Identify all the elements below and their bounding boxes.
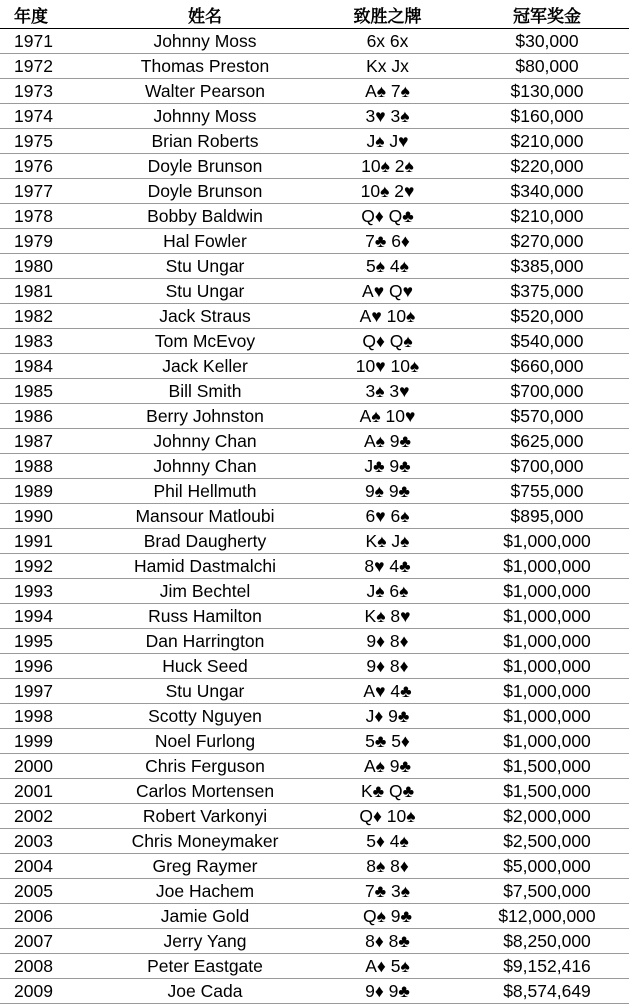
cell-prize: $7,500,000 bbox=[465, 879, 629, 904]
cell-winning-hand: 8♦ 8♣ bbox=[310, 929, 465, 954]
cell-year: 1989 bbox=[0, 479, 100, 504]
cell-prize: $1,500,000 bbox=[465, 754, 629, 779]
cell-prize: $270,000 bbox=[465, 229, 629, 254]
cell-year: 1991 bbox=[0, 529, 100, 554]
cell-year: 1990 bbox=[0, 504, 100, 529]
cell-year: 1994 bbox=[0, 604, 100, 629]
cell-winning-hand: 8♠ 8♦ bbox=[310, 854, 465, 879]
cell-name: Brad Daugherty bbox=[100, 529, 310, 554]
table-row bbox=[0, 829, 629, 854]
cell-year: 1979 bbox=[0, 229, 100, 254]
cell-name: Chris Moneymaker bbox=[100, 829, 310, 854]
cell-name: Peter Eastgate bbox=[100, 954, 310, 979]
cell-winning-hand: K♠ 8♥ bbox=[310, 604, 465, 629]
cell-winning-hand: 10♠ 2♠ bbox=[310, 154, 465, 179]
cell-year: 2002 bbox=[0, 804, 100, 829]
cell-name: Joe Cada bbox=[100, 979, 310, 1004]
cell-winning-hand: J♠ J♥ bbox=[310, 129, 465, 154]
cell-name: Russ Hamilton bbox=[100, 604, 310, 629]
cell-winning-hand: J♦ 9♣ bbox=[310, 704, 465, 729]
table-row bbox=[0, 104, 629, 129]
cell-name: Robert Varkonyi bbox=[100, 804, 310, 829]
cell-name: Tom McEvoy bbox=[100, 329, 310, 354]
cell-year: 2006 bbox=[0, 904, 100, 929]
table-row bbox=[0, 204, 629, 229]
cell-year: 1984 bbox=[0, 354, 100, 379]
header-year: 年度 bbox=[0, 0, 100, 29]
cell-winning-hand: 9♦ 8♦ bbox=[310, 629, 465, 654]
cell-name: Doyle Brunson bbox=[100, 179, 310, 204]
table-row bbox=[0, 729, 629, 754]
cell-winning-hand: 5♠ 4♠ bbox=[310, 254, 465, 279]
cell-prize: $30,000 bbox=[465, 29, 629, 54]
table-row bbox=[0, 54, 629, 79]
cell-winning-hand: 6♥ 6♠ bbox=[310, 504, 465, 529]
cell-prize: $12,000,000 bbox=[465, 904, 629, 929]
cell-year: 1992 bbox=[0, 554, 100, 579]
cell-prize: $700,000 bbox=[465, 379, 629, 404]
cell-prize: $8,574,649 bbox=[465, 979, 629, 1004]
cell-name: Berry Johnston bbox=[100, 404, 310, 429]
cell-year: 1981 bbox=[0, 279, 100, 304]
cell-prize: $1,000,000 bbox=[465, 579, 629, 604]
table-row bbox=[0, 779, 629, 804]
cell-year: 1974 bbox=[0, 104, 100, 129]
cell-name: Doyle Brunson bbox=[100, 154, 310, 179]
cell-name: Brian Roberts bbox=[100, 129, 310, 154]
cell-prize: $210,000 bbox=[465, 129, 629, 154]
table-row bbox=[0, 554, 629, 579]
cell-name: Johnny Moss bbox=[100, 29, 310, 54]
table-row bbox=[0, 879, 629, 904]
cell-name: Noel Furlong bbox=[100, 729, 310, 754]
cell-prize: $9,152,416 bbox=[465, 954, 629, 979]
cell-name: Dan Harrington bbox=[100, 629, 310, 654]
cell-prize: $660,000 bbox=[465, 354, 629, 379]
cell-winning-hand: A♥ 10♠ bbox=[310, 304, 465, 329]
cell-prize: $895,000 bbox=[465, 504, 629, 529]
cell-year: 1987 bbox=[0, 429, 100, 454]
cell-winning-hand: 6x 6x bbox=[310, 29, 465, 54]
table-row bbox=[0, 604, 629, 629]
cell-winning-hand: A♠ 9♣ bbox=[310, 429, 465, 454]
cell-name: Greg Raymer bbox=[100, 854, 310, 879]
table-row bbox=[0, 754, 629, 779]
table-row bbox=[0, 579, 629, 604]
cell-year: 1995 bbox=[0, 629, 100, 654]
table-row bbox=[0, 304, 629, 329]
cell-winning-hand: 9♦ 8♦ bbox=[310, 654, 465, 679]
cell-name: Stu Ungar bbox=[100, 679, 310, 704]
cell-year: 1971 bbox=[0, 29, 100, 54]
table-row bbox=[0, 179, 629, 204]
cell-prize: $8,250,000 bbox=[465, 929, 629, 954]
cell-name: Hal Fowler bbox=[100, 229, 310, 254]
cell-winning-hand: Q♦ Q♠ bbox=[310, 329, 465, 354]
cell-prize: $2,500,000 bbox=[465, 829, 629, 854]
cell-year: 2000 bbox=[0, 754, 100, 779]
cell-year: 2001 bbox=[0, 779, 100, 804]
cell-winning-hand: J♠ 6♠ bbox=[310, 579, 465, 604]
cell-winning-hand: Q♦ Q♣ bbox=[310, 204, 465, 229]
cell-prize: $520,000 bbox=[465, 304, 629, 329]
table-row bbox=[0, 504, 629, 529]
cell-year: 2003 bbox=[0, 829, 100, 854]
table-row bbox=[0, 329, 629, 354]
cell-name: Mansour Matloubi bbox=[100, 504, 310, 529]
cell-name: Thomas Preston bbox=[100, 54, 310, 79]
cell-name: Jerry Yang bbox=[100, 929, 310, 954]
cell-prize: $1,000,000 bbox=[465, 629, 629, 654]
cell-year: 1975 bbox=[0, 129, 100, 154]
table-row bbox=[0, 979, 629, 1004]
table-row bbox=[0, 379, 629, 404]
cell-prize: $1,000,000 bbox=[465, 604, 629, 629]
header-prize: 冠军奖金 bbox=[465, 0, 629, 29]
cell-name: Johnny Chan bbox=[100, 454, 310, 479]
table-row bbox=[0, 254, 629, 279]
table-row bbox=[0, 404, 629, 429]
cell-year: 1980 bbox=[0, 254, 100, 279]
cell-name: Stu Ungar bbox=[100, 254, 310, 279]
cell-year: 1985 bbox=[0, 379, 100, 404]
cell-prize: $385,000 bbox=[465, 254, 629, 279]
cell-prize: $1,000,000 bbox=[465, 679, 629, 704]
cell-year: 1973 bbox=[0, 79, 100, 104]
cell-name: Jamie Gold bbox=[100, 904, 310, 929]
header-winning-hand: 致胜之牌 bbox=[310, 0, 465, 29]
cell-prize: $700,000 bbox=[465, 454, 629, 479]
cell-name: Jack Straus bbox=[100, 304, 310, 329]
cell-winning-hand: 9♦ 9♣ bbox=[310, 979, 465, 1004]
cell-winning-hand: 5♣ 5♦ bbox=[310, 729, 465, 754]
cell-prize: $1,000,000 bbox=[465, 654, 629, 679]
table-row bbox=[0, 79, 629, 104]
cell-name: Hamid Dastmalchi bbox=[100, 554, 310, 579]
table-row bbox=[0, 429, 629, 454]
cell-name: Jim Bechtel bbox=[100, 579, 310, 604]
table-row bbox=[0, 629, 629, 654]
cell-winning-hand: Q♠ 9♣ bbox=[310, 904, 465, 929]
cell-winning-hand: A♠ 10♥ bbox=[310, 404, 465, 429]
table-row bbox=[0, 654, 629, 679]
cell-prize: $80,000 bbox=[465, 54, 629, 79]
cell-winning-hand: A♠ 9♣ bbox=[310, 754, 465, 779]
cell-prize: $1,500,000 bbox=[465, 779, 629, 804]
cell-year: 1986 bbox=[0, 404, 100, 429]
cell-winning-hand: 7♣ 3♠ bbox=[310, 879, 465, 904]
cell-name: Carlos Mortensen bbox=[100, 779, 310, 804]
cell-winning-hand: Q♦ 10♠ bbox=[310, 804, 465, 829]
cell-year: 1997 bbox=[0, 679, 100, 704]
header-name: 姓名 bbox=[100, 0, 310, 29]
cell-prize: $375,000 bbox=[465, 279, 629, 304]
cell-winning-hand: 3♥ 3♠ bbox=[310, 104, 465, 129]
cell-name: Huck Seed bbox=[100, 654, 310, 679]
cell-year: 1977 bbox=[0, 179, 100, 204]
table-body bbox=[0, 29, 629, 1004]
cell-name: Stu Ungar bbox=[100, 279, 310, 304]
cell-prize: $5,000,000 bbox=[465, 854, 629, 879]
cell-prize: $625,000 bbox=[465, 429, 629, 454]
cell-prize: $1,000,000 bbox=[465, 729, 629, 754]
cell-year: 1978 bbox=[0, 204, 100, 229]
cell-winning-hand: K♣ Q♣ bbox=[310, 779, 465, 804]
cell-name: Johnny Chan bbox=[100, 429, 310, 454]
cell-winning-hand: A♥ Q♥ bbox=[310, 279, 465, 304]
cell-winning-hand: A♥ 4♣ bbox=[310, 679, 465, 704]
cell-year: 2005 bbox=[0, 879, 100, 904]
cell-name: Walter Pearson bbox=[100, 79, 310, 104]
cell-prize: $130,000 bbox=[465, 79, 629, 104]
cell-winning-hand: 3♠ 3♥ bbox=[310, 379, 465, 404]
cell-prize: $1,000,000 bbox=[465, 529, 629, 554]
cell-prize: $220,000 bbox=[465, 154, 629, 179]
cell-prize: $755,000 bbox=[465, 479, 629, 504]
cell-prize: $1,000,000 bbox=[465, 554, 629, 579]
table-header bbox=[0, 0, 629, 29]
cell-name: Joe Hachem bbox=[100, 879, 310, 904]
cell-winning-hand: 10♥ 10♠ bbox=[310, 354, 465, 379]
cell-name: Chris Ferguson bbox=[100, 754, 310, 779]
table-row bbox=[0, 904, 629, 929]
table-row bbox=[0, 129, 629, 154]
cell-name: Phil Hellmuth bbox=[100, 479, 310, 504]
cell-winning-hand: 7♣ 6♦ bbox=[310, 229, 465, 254]
cell-winning-hand: 10♠ 2♥ bbox=[310, 179, 465, 204]
cell-year: 1999 bbox=[0, 729, 100, 754]
cell-prize: $210,000 bbox=[465, 204, 629, 229]
table-row bbox=[0, 854, 629, 879]
cell-year: 1976 bbox=[0, 154, 100, 179]
cell-year: 1982 bbox=[0, 304, 100, 329]
cell-name: Johnny Moss bbox=[100, 104, 310, 129]
cell-name: Bill Smith bbox=[100, 379, 310, 404]
cell-winning-hand: K♠ J♠ bbox=[310, 529, 465, 554]
cell-winning-hand: 9♠ 9♣ bbox=[310, 479, 465, 504]
table-row bbox=[0, 454, 629, 479]
cell-year: 1998 bbox=[0, 704, 100, 729]
table-row bbox=[0, 529, 629, 554]
cell-winning-hand: 5♦ 4♠ bbox=[310, 829, 465, 854]
table-row bbox=[0, 479, 629, 504]
cell-winning-hand: A♦ 5♠ bbox=[310, 954, 465, 979]
cell-winning-hand: A♠ 7♠ bbox=[310, 79, 465, 104]
table-row bbox=[0, 354, 629, 379]
cell-year: 1983 bbox=[0, 329, 100, 354]
cell-prize: $2,000,000 bbox=[465, 804, 629, 829]
cell-year: 1993 bbox=[0, 579, 100, 604]
cell-year: 2008 bbox=[0, 954, 100, 979]
cell-winning-hand: Kx Jx bbox=[310, 54, 465, 79]
table-row bbox=[0, 154, 629, 179]
table-row bbox=[0, 704, 629, 729]
table-row bbox=[0, 229, 629, 254]
cell-prize: $1,000,000 bbox=[465, 704, 629, 729]
cell-year: 2007 bbox=[0, 929, 100, 954]
table-row bbox=[0, 279, 629, 304]
cell-year: 1996 bbox=[0, 654, 100, 679]
table-row bbox=[0, 954, 629, 979]
table-row bbox=[0, 679, 629, 704]
table-row bbox=[0, 29, 629, 54]
header-row bbox=[0, 0, 629, 29]
cell-year: 1988 bbox=[0, 454, 100, 479]
table-row bbox=[0, 929, 629, 954]
cell-winning-hand: J♣ 9♣ bbox=[310, 454, 465, 479]
cell-name: Jack Keller bbox=[100, 354, 310, 379]
cell-year: 2009 bbox=[0, 979, 100, 1004]
cell-prize: $340,000 bbox=[465, 179, 629, 204]
cell-name: Bobby Baldwin bbox=[100, 204, 310, 229]
cell-name: Scotty Nguyen bbox=[100, 704, 310, 729]
table-row bbox=[0, 804, 629, 829]
cell-prize: $540,000 bbox=[465, 329, 629, 354]
cell-year: 2004 bbox=[0, 854, 100, 879]
cell-year: 1972 bbox=[0, 54, 100, 79]
cell-winning-hand: 8♥ 4♣ bbox=[310, 554, 465, 579]
cell-prize: $160,000 bbox=[465, 104, 629, 129]
cell-prize: $570,000 bbox=[465, 404, 629, 429]
